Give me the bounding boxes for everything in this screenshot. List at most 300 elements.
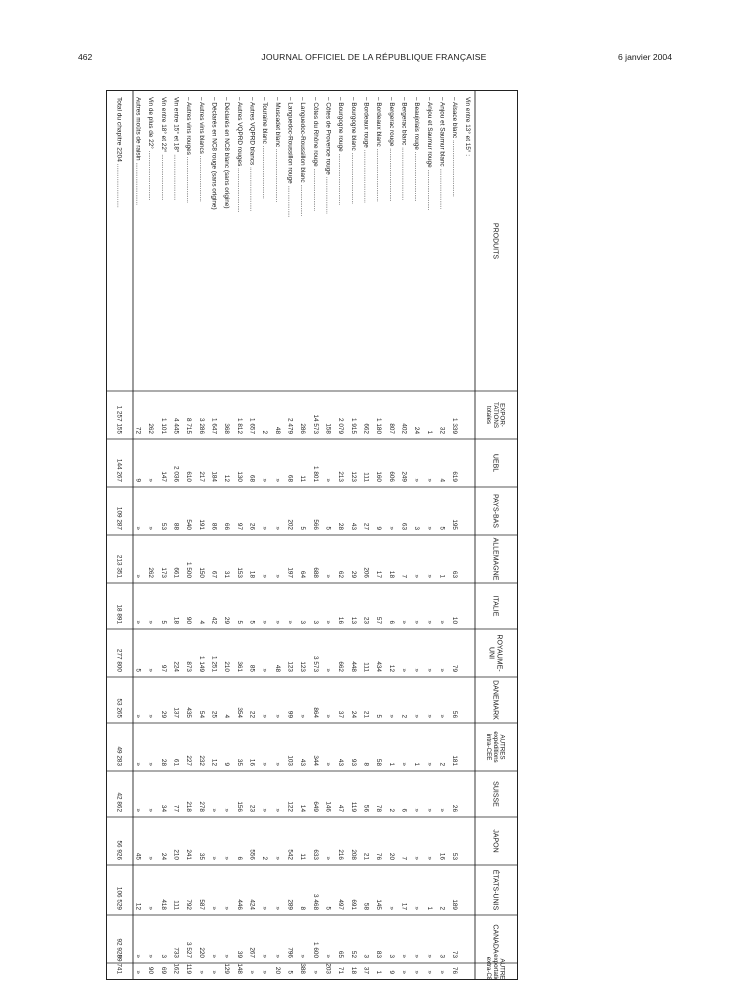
table-cell: » [413, 620, 421, 624]
table-cell: 873 [185, 661, 193, 672]
table-cell: » [134, 620, 142, 624]
table-cell: 1 [387, 762, 395, 766]
table-cell: 16 [337, 616, 345, 624]
table-cell: 1 [413, 762, 421, 766]
total-cell: 106 529 [115, 886, 123, 910]
table-cell: 9 [375, 526, 383, 530]
table-cell: » [387, 714, 395, 718]
table-cell: 32 [438, 426, 446, 434]
table-cell: » [413, 574, 421, 578]
table-cell: 86 [210, 522, 218, 530]
table-cell: » [413, 970, 421, 974]
table-cell: 56 [451, 710, 459, 718]
table-cell: 12 [134, 902, 142, 910]
table-cell: 435 [185, 707, 193, 718]
table-cell: 43 [299, 758, 307, 766]
column-header: JAPON [491, 829, 499, 853]
table-cell: 3 [299, 620, 307, 624]
table-cell: » [261, 954, 269, 958]
table-cell: » [210, 954, 218, 958]
table-cell: » [425, 762, 433, 766]
table-cell: » [147, 714, 155, 718]
table-cell: 12 [210, 758, 218, 766]
table-cell: 2 079 [337, 418, 345, 434]
journal-title: JOURNAL OFFICIEL DE LA RÉPUBLIQUE FRANÇAISE [261, 52, 487, 62]
table-cell: » [425, 970, 433, 974]
table-cell: » [210, 856, 218, 860]
total-cell: 144 267 [115, 458, 123, 482]
table-cell: 3 [413, 526, 421, 530]
table-cell: » [223, 954, 231, 958]
table-cell: 354 [235, 707, 243, 718]
table-cell: » [400, 762, 408, 766]
table-cell: 5 [438, 526, 446, 530]
table-cell: 23 [248, 804, 256, 812]
table-cell: 556 [248, 849, 256, 860]
table-cell: » [147, 762, 155, 766]
table-cell: » [261, 808, 269, 812]
product-label: – Bordeaux blanc .............................. [375, 97, 383, 202]
table-cell: 619 [451, 471, 459, 482]
table-cell: 123 [299, 661, 307, 672]
table-cell: » [400, 620, 408, 624]
product-label: – Touraine blanc .............................. [261, 97, 269, 199]
total-cell: 213 351 [115, 554, 123, 578]
column-header: ALLEMAGNE [491, 537, 499, 581]
table-cell: 217 [197, 471, 205, 482]
table-cell: 1 [425, 430, 433, 434]
table-cell: 5 [134, 668, 142, 672]
table-cell: 21 [362, 852, 370, 860]
table-cell: 9 [223, 762, 231, 766]
total-cell: 53 265 [115, 698, 123, 718]
table-cell: 24 [413, 426, 421, 434]
table-cell: » [286, 620, 294, 624]
table-cell: 64 [299, 570, 307, 578]
table-cell: 45 [134, 852, 142, 860]
product-label: – Autres VQPRD blancs ......................... [248, 97, 256, 212]
table-cell: 1 [375, 970, 383, 974]
table-cell: » [438, 714, 446, 718]
table-cell: 43 [349, 522, 357, 530]
table-cell: 2 [261, 856, 269, 860]
product-label: – Beaujolais rouge ............................ [413, 97, 421, 202]
total-label: Total du chapitre 2204 ........................ [115, 97, 123, 208]
table-cell: 2 479 [286, 418, 294, 434]
table-cell: 21 [362, 710, 370, 718]
table-cell: 129 [223, 963, 231, 974]
table-cell: 206 [362, 567, 370, 578]
table-cell: » [273, 808, 281, 812]
product-label: – Bergerac rouge .............................. [387, 97, 395, 202]
table-cell: 56 [362, 804, 370, 812]
column-header: totales [485, 405, 493, 425]
table-cell: 48 [273, 426, 281, 434]
table-cell: 10 [451, 616, 459, 624]
table-cell: 37 [337, 710, 345, 718]
table-cell: » [261, 970, 269, 974]
table-cell: 5 [248, 620, 256, 624]
table-cell: » [261, 668, 269, 672]
table-cell: 8 [362, 762, 370, 766]
table-cell: » [273, 954, 281, 958]
table-cell: 145 [375, 899, 383, 910]
table-cell: 3 [387, 954, 395, 958]
column-header: extra-CEE [485, 956, 493, 979]
table-cell: » [147, 668, 155, 672]
table-cell: 220 [197, 947, 205, 958]
product-label: Vin entre 18° et 22° .......................... [159, 97, 167, 201]
table-cell: 542 [286, 849, 294, 860]
table-cell: 18 [387, 570, 395, 578]
table-cell: » [261, 620, 269, 624]
table-cell: 587 [197, 899, 205, 910]
table-cell: 61 [172, 758, 180, 766]
total-cell: 89 741 [115, 954, 123, 974]
column-header: CANADA [491, 924, 499, 954]
product-label: Autres moûts de raisin ........................ [134, 97, 142, 205]
table-cell: 267 [248, 947, 256, 958]
table-cell: 69 [159, 966, 167, 974]
table-cell: » [400, 970, 408, 974]
table-cell: » [134, 970, 142, 974]
table-cell: 20 [387, 852, 395, 860]
table-cell: 566 [311, 519, 319, 530]
product-label: – Bordeaux rouge .............................. [362, 97, 370, 203]
table-cell: 111 [362, 662, 370, 672]
table-cell: 29 [349, 570, 357, 578]
table-cell: 2 [387, 808, 395, 812]
table-cell: 434 [375, 661, 383, 672]
table-cell: 3 [438, 954, 446, 958]
table-cell: 42 [210, 616, 218, 624]
table-cell: 53 [451, 852, 459, 860]
table-cell: » [438, 808, 446, 812]
table-cell: 6 [387, 620, 395, 624]
column-header: ITALIE [491, 595, 499, 617]
table-cell: 208 [349, 849, 357, 860]
table-cell: 2 [261, 430, 269, 434]
table-cell: 71 [337, 966, 345, 974]
table-cell: » [425, 620, 433, 624]
column-header: DANEMARK [491, 680, 499, 720]
table-cell: 53 [159, 522, 167, 530]
column-header: PRODUITS [491, 222, 499, 260]
table-cell: 1 180 [375, 418, 383, 434]
total-cell: 109 287 [115, 506, 123, 530]
table-cell: 103 [286, 755, 294, 766]
table-cell: 88 [172, 522, 180, 530]
table-cell: » [400, 954, 408, 958]
issue-date: 6 janvier 2004 [618, 52, 672, 62]
table-cell: 2 [438, 762, 446, 766]
table-cell: » [299, 714, 307, 718]
table-cell: 3 573 [311, 656, 319, 672]
table-cell: » [134, 954, 142, 958]
table-cell: » [324, 954, 332, 958]
table-cell: 5 [286, 970, 294, 974]
table-cell: 1 647 [210, 418, 218, 434]
table-cell: 633 [311, 849, 319, 860]
table-cell: 289 [286, 899, 294, 910]
table-cell: 1 [425, 906, 433, 910]
product-label: – Bourgogne rouge ............................. [337, 97, 345, 205]
table-cell: 153 [235, 567, 243, 578]
product-label: Vin entre 13° et 15° : [463, 97, 471, 156]
table-cell: 5 [235, 620, 243, 624]
table-cell: 4 [197, 620, 205, 624]
table-cell: 58 [375, 758, 383, 766]
table-cell: 76 [451, 966, 459, 974]
table-cell: 7 [400, 856, 408, 860]
table-cell: 66 [223, 522, 231, 530]
table-cell: » [425, 574, 433, 578]
product-label: – Autres vins rouges .......................... [185, 97, 193, 203]
table-cell: 1 812 [235, 418, 243, 434]
table-cell: 16 [248, 758, 256, 766]
table-cell: » [400, 668, 408, 672]
product-label: – Anjou et Saumur blanc ....................... [438, 97, 446, 210]
table-cell: » [311, 970, 319, 974]
total-cell: 277 800 [115, 648, 123, 672]
table-cell: » [324, 714, 332, 718]
table-cell: 73 [451, 950, 459, 958]
table-cell: 162 [172, 963, 180, 974]
table-cell: 5 [324, 906, 332, 910]
total-cell: 49 283 [115, 746, 123, 766]
column-header: EXPOR- [498, 403, 506, 427]
table-cell: 119 [185, 963, 193, 974]
table-cell: 241 [185, 849, 193, 860]
table-cell: » [425, 954, 433, 958]
table-cell: 29 [159, 710, 167, 718]
table-cell: 14 573 [311, 414, 319, 434]
table-cell: 184 [210, 471, 218, 482]
table-cell: 27 [362, 522, 370, 530]
table-cell: 6 [400, 808, 408, 812]
table-cell: 35 [197, 852, 205, 860]
table-cell: 97 [159, 664, 167, 672]
table-cell: 48 [273, 664, 281, 672]
table-cell: 1 251 [210, 656, 218, 672]
table-cell: 23 [362, 616, 370, 624]
table-cell: 72 [134, 426, 142, 434]
table-cell: 662 [362, 423, 370, 434]
table-cell: 5 [159, 620, 167, 624]
table-cell: » [413, 808, 421, 812]
table-cell: 123 [286, 661, 294, 672]
table-cell: 54 [197, 710, 205, 718]
table-cell: » [413, 714, 421, 718]
table-cell: 3 [159, 954, 167, 958]
product-label: – Autres VQPRD rouges ......................... [235, 97, 243, 213]
table-cell: » [223, 808, 231, 812]
table-cell: » [324, 574, 332, 578]
table-cell: 4 [223, 714, 231, 718]
table-cell: 262 [147, 423, 155, 434]
table-cell: » [387, 906, 395, 910]
table-cell: » [273, 574, 281, 578]
table-cell: 1 801 [311, 466, 319, 482]
table-cell: 77 [172, 804, 180, 812]
table-cell: 9 [387, 970, 395, 974]
table-cell: 1 600 [311, 942, 319, 958]
table-cell: » [273, 526, 281, 530]
table-cell: 344 [311, 755, 319, 766]
table-cell: 424 [248, 899, 256, 910]
table-cell: 85 [248, 664, 256, 672]
column-header: UNI [487, 646, 495, 660]
table-cell: 123 [349, 471, 357, 482]
product-label: – Déclarés en NC8 blanc (sans origine) [223, 97, 231, 209]
table-cell: 58 [362, 902, 370, 910]
table-cell: » [147, 906, 155, 910]
table-cell: 216 [337, 849, 345, 860]
table-cell: 97 [235, 522, 243, 530]
table-cell: 1 339 [451, 418, 459, 434]
table-cell: 83 [375, 950, 383, 958]
product-label: – Muscadet blanc .............................. [273, 97, 281, 203]
table-cell: 8 [299, 906, 307, 910]
product-label: – Déclarés en NC8 rouge (sans origine) [210, 97, 218, 210]
table-cell: » [413, 954, 421, 958]
table-cell: 540 [185, 519, 193, 530]
table-cell: 137 [172, 707, 180, 718]
table-cell: 2 [438, 906, 446, 910]
table-cell: 43 [337, 758, 345, 766]
table-cell: » [324, 856, 332, 860]
total-cell: 42 862 [115, 792, 123, 812]
table-cell: 262 [147, 567, 155, 578]
table-cell: 4 445 [172, 418, 180, 434]
table-cell: » [324, 762, 332, 766]
table-cell: 79 [451, 664, 459, 672]
table-cell: 130 [235, 471, 243, 482]
table-cell: 796 [286, 947, 294, 958]
table-cell: 733 [172, 947, 180, 958]
total-cell: 92 925 [115, 938, 123, 958]
table-cell: 67 [210, 570, 218, 578]
table-cell: » [223, 906, 231, 910]
table-cell: 111 [172, 900, 180, 910]
table-cell: 189 [451, 899, 459, 910]
total-cell: 1 257 155 [115, 405, 123, 434]
table-cell: » [425, 478, 433, 482]
table-cell: » [210, 808, 218, 812]
column-header: UEBL [491, 453, 499, 473]
table-cell: 160 [375, 471, 383, 482]
table-cell: 20 [273, 966, 281, 974]
product-label: – Alsace blanc ................................ [451, 97, 459, 197]
table-cell: » [273, 714, 281, 718]
table-cell: 2 036 [172, 466, 180, 482]
table-cell: » [261, 906, 269, 910]
table-cell: » [223, 856, 231, 860]
product-label: Vin de plus de 22° ............................ [147, 97, 155, 201]
export-table-grid [107, 91, 517, 979]
table-cell: » [261, 574, 269, 578]
table-cell: 691 [349, 899, 357, 910]
table-cell: » [134, 714, 142, 718]
table-cell: 1 101 [159, 418, 167, 434]
table-cell: 807 [387, 423, 395, 434]
table-cell: 11 [299, 853, 307, 860]
table-cell: 18 [172, 616, 180, 624]
table-cell: » [425, 856, 433, 860]
table-cell: 278 [197, 801, 205, 812]
table-cell: » [134, 762, 142, 766]
table-cell: » [261, 762, 269, 766]
table-cell: 3 286 [197, 418, 205, 434]
table-cell: 7 [400, 574, 408, 578]
table-cell: » [413, 906, 421, 910]
table-cell: 497 [337, 899, 345, 910]
column-header: expéditions [491, 731, 499, 763]
column-header: TATIONS [491, 402, 499, 428]
table-cell: 28 [337, 522, 345, 530]
table-cell: » [324, 668, 332, 672]
table-cell: » [210, 970, 218, 974]
table-cell: 111 [362, 472, 370, 482]
table-cell: 792 [185, 899, 193, 910]
table-cell: » [261, 526, 269, 530]
column-header: PAYS-BAS [491, 494, 499, 528]
column-header: ROYAUME- [495, 634, 503, 672]
page-number: 462 [78, 52, 93, 62]
table-cell: » [425, 808, 433, 812]
product-label: – Languedoc-Roussillon blanc .................. [299, 97, 307, 217]
table-cell: 1 149 [197, 656, 205, 672]
table-cell: 26 [248, 522, 256, 530]
table-cell: » [147, 954, 155, 958]
table-cell: » [413, 856, 421, 860]
table-cell: 78 [375, 804, 383, 812]
table-cell: 25 [210, 710, 218, 718]
table-cell: 17 [400, 902, 408, 910]
table-cell: » [261, 714, 269, 718]
table-cell: » [324, 620, 332, 624]
table-cell: 418 [159, 899, 167, 910]
table-cell: 232 [197, 755, 205, 766]
table-cell: 5 [299, 526, 307, 530]
table-cell: 63 [451, 570, 459, 578]
table-cell: 22 [248, 710, 256, 718]
table-cell: 63 [400, 522, 408, 530]
table-cell: » [273, 762, 281, 766]
table-cell: » [134, 574, 142, 578]
table-cell: 65 [337, 950, 345, 958]
table-cell: 9 [134, 478, 142, 482]
table-cell: 12 [387, 664, 395, 672]
table-cell: 62 [337, 570, 345, 578]
product-label: – Côtes du Rhône rouge ........................ [311, 97, 319, 212]
table-cell: 402 [400, 423, 408, 434]
table-cell: 606 [387, 471, 395, 482]
table-cell: » [438, 970, 446, 974]
product-label: – Bourgogne blanc ............................. [349, 97, 357, 204]
product-label: Vin entre 15° et 18° .......................... [172, 97, 180, 201]
table-cell: 34 [159, 804, 167, 812]
table-cell: 76 [375, 852, 383, 860]
table-cell: 1 915 [349, 418, 357, 434]
table-cell: 29 [223, 616, 231, 624]
table-cell: 688 [311, 567, 319, 578]
table-cell: 68 [248, 474, 256, 482]
table-cell: 119 [349, 801, 357, 812]
table-cell: 173 [159, 567, 167, 578]
table-cell: 90 [147, 966, 155, 974]
table-cell: 26 [451, 804, 459, 812]
